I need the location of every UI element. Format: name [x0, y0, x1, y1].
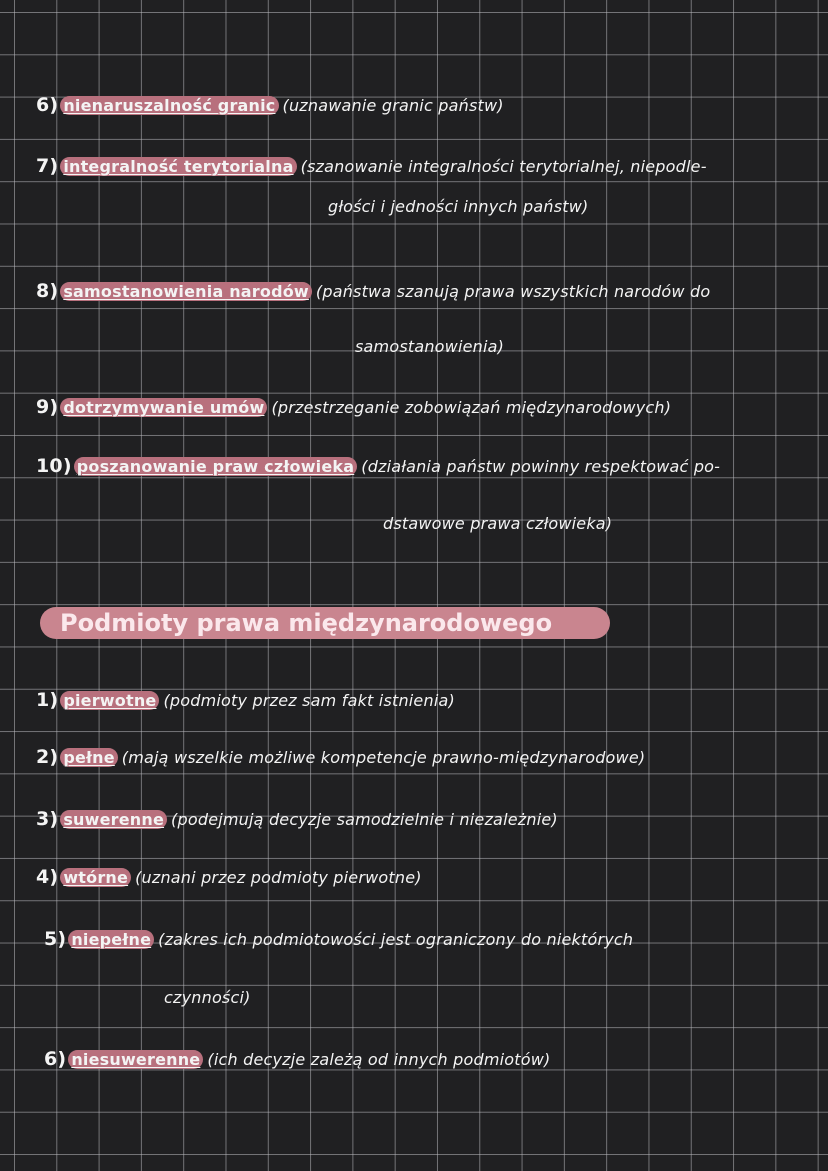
- item-description: (podejmują decyzje samodzielnie i niezależnie): [171, 810, 558, 829]
- item-description: (szanowanie integralności terytorialnej, niepodle-: [300, 157, 707, 176]
- item-number: 8): [36, 280, 59, 302]
- rule-item: [36, 396, 671, 418]
- item-term: samostanowienia narodów: [60, 282, 312, 301]
- section-title: Podmioty prawa międzynarodowego: [40, 607, 610, 639]
- item-term: integralność terytorialna: [60, 157, 296, 176]
- item-description: (mają wszelkie możliwe kompetencje prawno-międzynarodowe): [121, 748, 646, 767]
- subject-item: [36, 808, 558, 830]
- item-term: niepełne: [68, 930, 154, 949]
- item-term: nienaruszalność granic: [60, 96, 278, 115]
- item-number: 5): [44, 928, 67, 950]
- item-term: pierwotne: [60, 691, 159, 710]
- item-description: (państwa szanują prawa wszystkich narodów do: [315, 282, 711, 301]
- item-term: wtórne: [60, 868, 131, 887]
- item-number: 7): [36, 155, 59, 177]
- subject-item: [44, 928, 633, 950]
- item-description: (zakres ich podmiotowości jest ograniczony do niektórych: [158, 930, 634, 949]
- rule-item: [36, 280, 710, 302]
- item-number: 4): [36, 866, 59, 888]
- subject-item: [36, 689, 455, 711]
- rule-item-continuation: głości i jedności innych państw): [328, 197, 589, 216]
- item-term: pełne: [60, 748, 117, 767]
- item-number: 2): [36, 746, 59, 768]
- item-description: (ich decyzje zależą od innych podmiotów): [207, 1050, 551, 1069]
- item-number: 9): [36, 396, 59, 418]
- item-description: (uznani przez podmioty pierwotne): [135, 868, 422, 887]
- item-number: 6): [36, 94, 59, 116]
- subject-item: [36, 746, 645, 768]
- item-number: 10): [36, 455, 72, 477]
- item-description: (uznawanie granic państw): [282, 96, 504, 115]
- item-description: (podmioty przez sam fakt istnienia): [163, 691, 455, 710]
- item-number: 3): [36, 808, 59, 830]
- rule-item: [36, 455, 720, 477]
- item-description: (przestrzeganie zobowiązań międzynarodowych): [271, 398, 672, 417]
- item-term: niesuwerenne: [68, 1050, 203, 1069]
- subject-item: [44, 1048, 550, 1070]
- item-term: poszanowanie praw człowieka: [74, 457, 358, 476]
- item-description: (działania państw powinny respektować po-: [361, 457, 721, 476]
- item-term: suwerenne: [60, 810, 167, 829]
- item-number: 6): [44, 1048, 67, 1070]
- rule-item: [36, 94, 504, 116]
- rule-item: [36, 155, 707, 177]
- subject-item: [36, 866, 422, 888]
- item-term: dotrzymywanie umów: [60, 398, 267, 417]
- rule-item-continuation: samostanowienia): [355, 337, 505, 356]
- item-number: 1): [36, 689, 59, 711]
- subject-item-continuation: czynności): [164, 988, 251, 1007]
- rule-item-continuation: dstawowe prawa człowieka): [383, 514, 613, 533]
